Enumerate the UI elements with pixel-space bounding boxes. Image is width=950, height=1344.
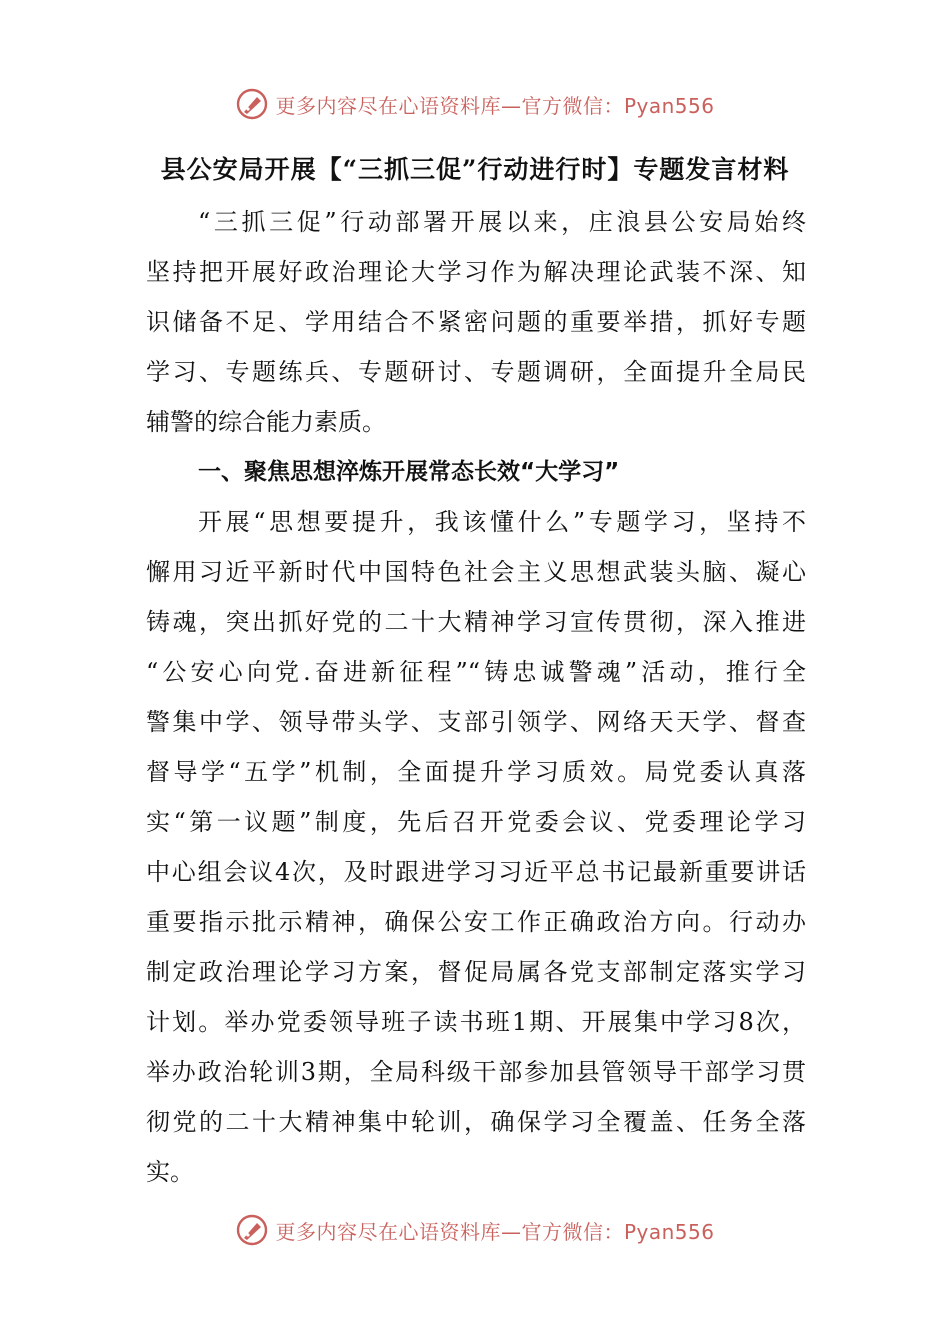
intro-line: 坚持把开展好政治理论大学习作为解决理论武装不深、知 <box>146 258 806 286</box>
section-line: 督导学“五学”机制，全面提升学习质效。局党委认真落 <box>146 758 806 786</box>
footer-watermark <box>0 1212 950 1248</box>
section-line: “公安心向党.奋进新征程”“铸忠诚警魂”活动，推行全 <box>146 658 806 686</box>
section-line: 重要指示批示精神，确保公安工作正确政治方向。行动办 <box>146 908 806 936</box>
section-heading: 一、聚焦思想淬炼开展常态长效“大学习” <box>198 459 620 485</box>
intro-line: “三抓三促”行动部署开展以来，庄浪县公安局始终 <box>198 208 806 236</box>
section-line: 铸魂，突出抓好党的二十大精神学习宣传贯彻，深入推进 <box>146 608 806 636</box>
pen-nib-circle-icon <box>235 87 269 121</box>
section-line: 实“第一议题”制度，先后召开党委会议、党委理论学习 <box>146 808 806 836</box>
section-line: 彻党的二十大精神集中轮训，确保学习全覆盖、任务全落 <box>146 1108 806 1136</box>
section-line: 举办政治轮训3期，全局科级干部参加县管领导干部学习贯 <box>146 1058 806 1086</box>
document-title: 县公安局开展【“三抓三促”行动进行时】专题发言材料 <box>160 155 790 184</box>
section-line: 中心组会议4次，及时跟进学习习近平总书记最新重要讲话 <box>146 858 806 886</box>
intro-line: 识储备不足、学用结合不紧密问题的重要举措，抓好专题 <box>146 308 806 336</box>
section-line: 实。 <box>146 1158 194 1186</box>
intro-line: 学习、专题练兵、专题研讨、专题调研，全面提升全局民 <box>146 358 806 386</box>
pen-nib-circle-icon <box>235 1213 269 1247</box>
section-line: 开展“思想要提升，我该懂什么”专题学习，坚持不 <box>198 508 806 536</box>
header-watermark <box>0 86 950 122</box>
section-line: 警集中学、领导带头学、支部引领学、网络天天学、督查 <box>146 708 806 736</box>
document-body <box>146 197 806 1197</box>
section-line: 懈用习近平新时代中国特色社会主义思想武装头脑、凝心 <box>146 558 806 586</box>
section-line: 计划。举办党委领导班子读书班1期、开展集中学习8次， <box>146 1008 806 1036</box>
watermark-text: 更多内容尽在心语资料库—官方微信：Pyan556 <box>275 93 715 118</box>
section-line: 制定政治理论学习方案，督促局属各党支部制定落实学习 <box>146 958 806 986</box>
intro-line: 辅警的综合能力素质。 <box>146 408 386 436</box>
watermark-text: 更多内容尽在心语资料库—官方微信：Pyan556 <box>275 1219 715 1244</box>
